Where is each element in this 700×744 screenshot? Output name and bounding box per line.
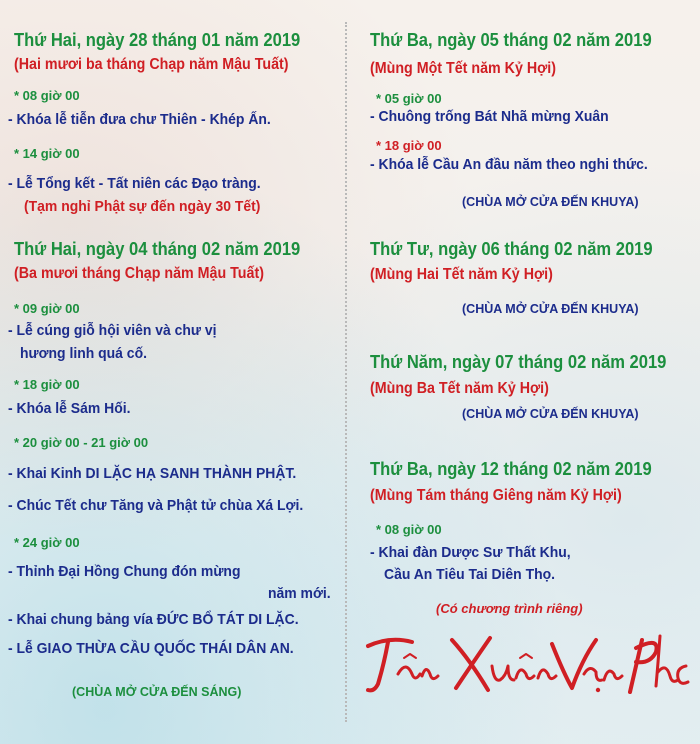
day5-heading: Thứ Năm, ngày 07 tháng 02 năm 2019 xyxy=(370,352,667,372)
day4-lunar-date: (Mùng Hai Tết năm Kỷ Hợi) xyxy=(370,266,553,283)
day3-heading: Thứ Ba, ngày 05 tháng 02 năm 2019 xyxy=(370,30,652,50)
day2-time-1: * 09 giờ 00 xyxy=(14,301,80,316)
day3-note: (CHÙA MỞ CỬA ĐẾN KHUYA) xyxy=(462,195,639,209)
day2-event-5-line-2: năm mới. xyxy=(268,585,331,602)
day3-lunar-date: (Mùng Một Tết năm Kỷ Hợi) xyxy=(370,60,556,77)
day2-lunar-date: (Ba mươi tháng Chạp năm Mậu Tuất) xyxy=(14,265,264,282)
column-divider xyxy=(345,22,347,722)
day6-note: (Có chương trình riêng) xyxy=(436,601,583,616)
day4-note: (CHÙA MỞ CỬA ĐẾN KHUYA) xyxy=(462,302,639,316)
day2-event-2: - Khóa lễ Sám Hối. xyxy=(8,400,131,417)
day2-note: (CHÙA MỞ CỬA ĐẾN SÁNG) xyxy=(72,685,242,699)
calligraphy-signature xyxy=(360,630,690,700)
day3-time-2: * 18 giờ 00 xyxy=(376,138,442,153)
day1-event-1: - Khóa lễ tiễn đưa chư Thiên - Khép Ấn. xyxy=(8,111,271,128)
day6-time-1: * 08 giờ 00 xyxy=(376,522,442,537)
day5-note: (CHÙA MỞ CỬA ĐẾN KHUYA) xyxy=(462,407,639,421)
day2-event-5-line-1: - Thỉnh Đại Hồng Chung đón mừng xyxy=(8,563,241,580)
day1-time-1: * 08 giờ 00 xyxy=(14,88,80,103)
day2-event-3: - Khai Kinh DI LẶC HẠ SANH THÀNH PHẬT. xyxy=(8,465,297,482)
day1-event-2: - Lễ Tổng kết - Tất niên các Đạo tràng. xyxy=(8,175,261,192)
day6-event-1-line-2: Cầu An Tiêu Tai Diên Thọ. xyxy=(384,566,556,583)
day1-lunar-date: (Hai mươi ba tháng Chạp năm Mậu Tuất) xyxy=(14,56,289,73)
day2-time-4: * 24 giờ 00 xyxy=(14,535,80,550)
day2-event-1-line-1: - Lễ cúng giỗ hội viên và chư vị xyxy=(8,322,217,339)
day3-event-1: - Chuông trống Bát Nhã mừng Xuân xyxy=(370,108,609,125)
day1-heading: Thứ Hai, ngày 28 tháng 01 năm 2019 xyxy=(14,30,301,50)
day2-event-7: - Lễ GIAO THỪA CẦU QUỐC THÁI DÂN AN. xyxy=(8,640,294,657)
day2-heading: Thứ Hai, ngày 04 tháng 02 năm 2019 xyxy=(14,239,301,259)
day6-heading: Thứ Ba, ngày 12 tháng 02 năm 2019 xyxy=(370,459,652,479)
day2-time-2: * 18 giờ 00 xyxy=(14,377,80,392)
day3-event-2: - Khóa lễ Cầu An đầu năm theo nghi thức. xyxy=(370,156,648,173)
day5-lunar-date: (Mùng Ba Tết năm Kỷ Hợi) xyxy=(370,380,549,397)
day2-event-4: - Chúc Tết chư Tăng và Phật tử chùa Xá Lợi. xyxy=(8,497,304,514)
day1-note: (Tạm nghỉ Phật sự đến ngày 30 Tết) xyxy=(24,198,261,215)
day6-event-1-line-1: - Khai đàn Dược Sư Thất Khu, xyxy=(370,544,571,561)
day4-heading: Thứ Tư, ngày 06 tháng 02 năm 2019 xyxy=(370,239,653,259)
day6-lunar-date: (Mùng Tám tháng Giêng năm Kỷ Hợi) xyxy=(370,487,622,504)
day2-time-3: * 20 giờ 00 - 21 giờ 00 xyxy=(14,435,149,450)
day1-time-2: * 14 giờ 00 xyxy=(14,146,80,161)
day3-time-1: * 05 giờ 00 xyxy=(376,91,442,106)
day2-event-6: - Khai chung bảng vía ĐỨC BỔ TÁT DI LẶC. xyxy=(8,611,299,628)
day2-event-1-line-2: hương linh quá cố. xyxy=(20,345,147,362)
